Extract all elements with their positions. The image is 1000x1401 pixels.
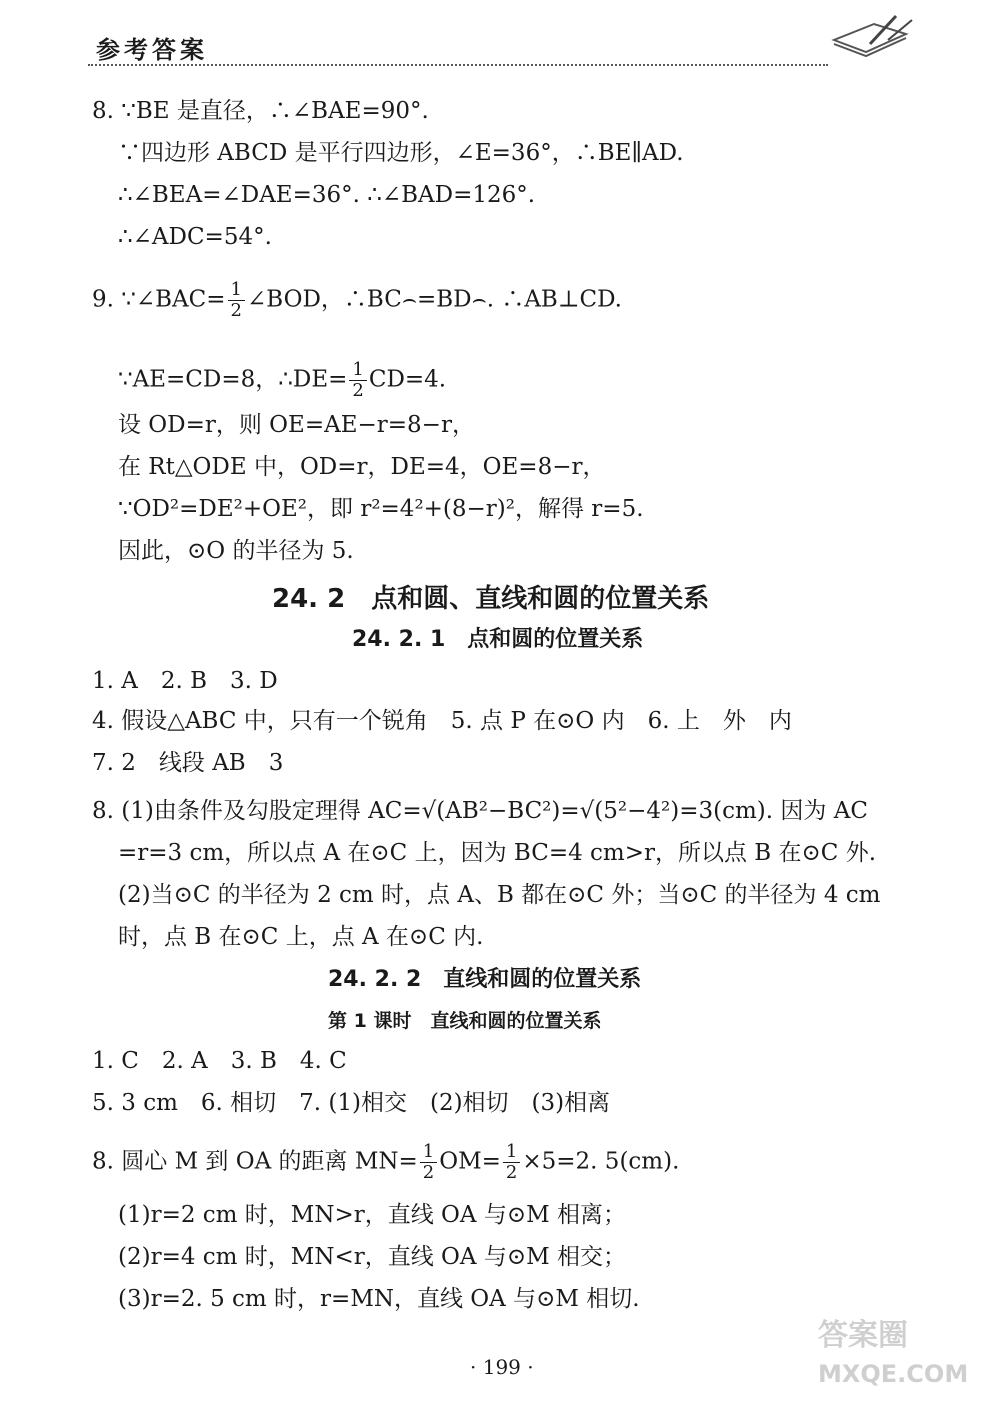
fraction-denominator: 2 [230,300,242,321]
book-pen-icon [826,12,916,62]
q8-line-3: ∴∠BEA=∠DAE=36°. ∴∠BAD=126°. [118,182,536,208]
s1-line-4: 8. (1)由条件及勾股定理得 AC=√(AB²−BC²)=√(5²−4²)=3(cm). 因为 AC [92,798,868,824]
fraction-denominator: 2 [352,380,364,401]
s1-line-2: 4. 假设△ABC 中，只有一个锐角 5. 点 P 在⊙O 内 6. 上 外 内 [92,708,792,734]
s1-line-5: =r=3 cm，所以点 A 在⊙C 上，因为 BC=4 cm>r，所以点 B 在⊙C 外. [118,840,877,866]
s2-line-3 [92,1142,679,1183]
subsection-title-24-2-2: 24. 2. 2 直线和圆的位置关系 [328,967,642,992]
s1-line-3: 7. 2 线段 AB 3 [92,750,284,776]
q8-line-4: ∴∠ADC=54°. [118,224,272,250]
q9-line-2-a: ∵AE=CD=8，∴DE= [118,366,348,393]
fraction-numerator: 1 [420,1142,437,1163]
s2-line-4: (1)r=2 cm 时，MN>r，直线 OA 与⊙M 相离； [118,1202,626,1228]
subsection-title-24-2-1: 24. 2. 1 点和圆的位置关系 [352,627,644,652]
watermark [818,1310,968,1388]
fraction-half [503,1142,520,1183]
fraction-denominator: 2 [505,1162,518,1183]
s1-line-7: 时，点 B 在⊙C 上，点 A 在⊙C 内. [118,924,484,950]
fraction-numerator: 1 [503,1142,520,1163]
section-title-24-2: 24. 2 点和圆、直线和圆的位置关系 [272,584,710,614]
q8-line-1: 8. ∵BE 是直径，∴∠BAE=90°. [92,98,429,124]
q9-line-2-b: CD=4. [368,366,447,393]
s1-line-1: 1. A 2. B 3. D [92,668,278,694]
fraction-half [420,1142,437,1183]
s2-line-3-c: ×5=2. 5(cm). [522,1148,680,1175]
s1-line-6: (2)当⊙C 的半径为 2 cm 时，点 A、B 都在⊙C 外；当⊙C 的半径为 4 cm [118,882,881,908]
page-header-title: 参考答案 [96,36,208,64]
q9-line-1 [92,280,622,321]
s2-line-2: 5. 3 cm 6. 相切 7. (1)相交 (2)相切 (3)相离 [92,1090,611,1116]
s2-line-5: (2)r=4 cm 时，MN<r，直线 OA 与⊙M 相交； [118,1244,626,1270]
page-number: · 199 · [470,1355,534,1379]
watermark-url-text: MXQE.COM [818,1360,969,1388]
s2-line-3-a: 8. 圆心 M 到 OA 的距离 MN= [92,1148,418,1175]
fraction-half [228,280,245,321]
q9-line-4: 在 Rt△ODE 中，OD=r，DE=4，OE=8−r， [118,454,606,480]
lesson-title: 第 1 课时 直线和圆的位置关系 [328,1010,602,1032]
s2-line-3-b: OM= [439,1148,501,1175]
watermark-top-text: 答案圈 [818,1318,908,1353]
fraction-denominator: 2 [422,1162,435,1183]
q9-line-5: ∵OD²=DE²+OE²，即 r²=4²+(8−r)²，解得 r=5. [118,496,644,522]
q9-line-6: 因此，⊙O 的半径为 5. [118,538,354,564]
fraction-numerator: 1 [228,280,245,301]
s2-line-1: 1. C 2. A 3. B 4. C [92,1048,347,1074]
header-divider [88,64,828,66]
fraction-numerator: 1 [349,360,366,381]
q8-line-2: ∵四边形 ABCD 是平行四边形，∠E=36°，∴BE∥AD. [118,140,684,166]
fraction-half [349,360,366,401]
q9-line-2 [118,360,446,401]
q9-line-1-b: ∠BOD，∴BC⌢=BD⌢. ∴AB⊥CD. [247,286,622,313]
s2-line-6: (3)r=2. 5 cm 时，r=MN，直线 OA 与⊙M 相切. [118,1286,640,1312]
q9-line-3: 设 OD=r，则 OE=AE−r=8−r， [118,412,475,438]
q9-line-1-a: 9. ∵∠BAC= [92,286,226,313]
